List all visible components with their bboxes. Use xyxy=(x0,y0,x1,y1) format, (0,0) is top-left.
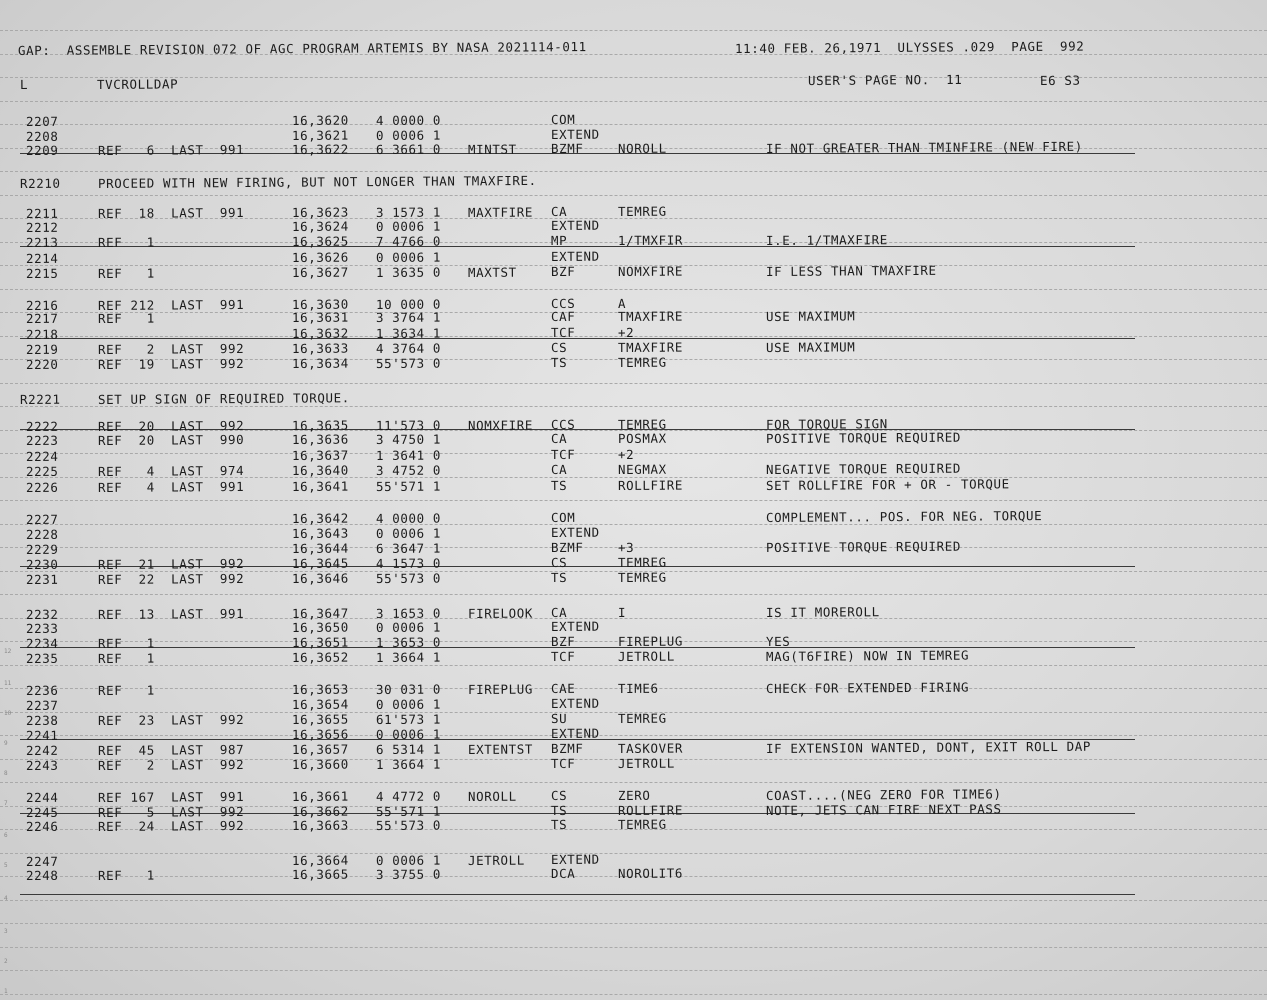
line-label: FIRELOOK xyxy=(467,605,534,621)
line-word: 1 3664 1 xyxy=(375,756,442,772)
line-ref: REF 18 LAST 991 xyxy=(97,204,245,221)
line-word: 1 3635 0 xyxy=(375,264,442,280)
ruled-line xyxy=(0,383,1267,384)
line-operand: TMAXFIRE xyxy=(617,308,684,325)
line-operand: NOROLIT6 xyxy=(617,865,684,882)
line-addr: 16,3630 xyxy=(291,296,349,313)
line-n: 2219 xyxy=(25,341,59,357)
line-word: 61'573 1 xyxy=(375,711,442,727)
margin-number: 7 xyxy=(4,800,8,807)
line-ref: PROCEED WITH NEW FIRING, BUT NOT LONGER THAN TMAXFIRE. xyxy=(97,172,537,191)
line-addr: 16,3627 xyxy=(291,264,349,281)
line-n: 2237 xyxy=(25,697,59,713)
ruled-line xyxy=(0,782,1267,783)
line-addr: 16,3626 xyxy=(291,249,349,266)
line-ref: REF 2 LAST 992 xyxy=(97,756,245,773)
line-word: 0 0006 1 xyxy=(375,852,442,868)
line-word: 6 3647 1 xyxy=(375,540,442,556)
line-comment: MAG(T6FIRE) NOW IN TEMREG xyxy=(765,647,970,664)
margin-number: 6 xyxy=(4,832,8,839)
line-op: TS xyxy=(550,817,568,833)
line-op: TS xyxy=(550,803,568,819)
line-ref: REF 1 xyxy=(97,265,155,281)
line-n: 2209 xyxy=(25,142,59,158)
line-addr: 16,3645 xyxy=(291,555,349,572)
line-op: EXTEND xyxy=(550,725,600,742)
line-comment: POSITIVE TORQUE REQUIRED xyxy=(765,429,962,446)
line-addr: 16,3634 xyxy=(291,355,349,372)
line-op: CA xyxy=(550,605,568,621)
line-ref: REF 5 LAST 992 xyxy=(97,803,245,820)
line-word: 0 0006 1 xyxy=(375,726,442,742)
line-word: 3 3764 1 xyxy=(375,309,442,325)
line-operand: NEGMAX xyxy=(617,461,667,478)
line-ref: REF 212 LAST 991 xyxy=(97,296,245,313)
line-word: 11'573 0 xyxy=(375,417,442,433)
line-ref: REF 19 LAST 992 xyxy=(97,355,245,372)
line-op: CS xyxy=(550,788,568,804)
line-addr: 16,3661 xyxy=(291,788,349,805)
line-op: CS xyxy=(550,555,568,571)
line-n: 2234 xyxy=(25,635,59,651)
line-addr: 16,3636 xyxy=(291,431,349,448)
line-operand: +3 xyxy=(617,539,635,556)
margin-number: 2 xyxy=(4,958,8,965)
line-word: 1 3664 1 xyxy=(375,649,442,665)
line-ref: REF 20 LAST 992 xyxy=(97,417,245,434)
listing-title: GAP: ASSEMBLE REVISION 072 OF AGC PROGRAM ARTEMIS BY NASA 2021114-011 xyxy=(17,39,587,58)
line-ref: REF 1 xyxy=(97,310,155,326)
ruled-line xyxy=(0,500,1267,501)
line-addr: 16,3641 xyxy=(291,478,349,495)
listing-timestamp: 11:40 FEB. 26,1971 ULYSSES .029 PAGE 992 xyxy=(734,38,1085,56)
line-op: TS xyxy=(550,478,568,494)
line-n: 2216 xyxy=(25,297,59,313)
line-ref: REF 22 LAST 992 xyxy=(97,570,245,587)
line-n: 2230 xyxy=(25,556,59,572)
line-word: 7 4766 0 xyxy=(375,233,442,249)
line-addr: 16,3622 xyxy=(291,141,349,158)
line-n: 2231 xyxy=(25,571,59,587)
line-n: 2213 xyxy=(25,234,59,250)
line-n: 2225 xyxy=(25,463,59,479)
line-operand: TMAXFIRE xyxy=(617,339,684,356)
ruled-line xyxy=(0,30,1267,31)
line-comment: USE MAXIMUM xyxy=(765,307,856,324)
margin-number: 1 xyxy=(4,988,8,995)
line-operand: 1/TMXFIR xyxy=(617,232,684,249)
line-operand: POSMAX xyxy=(617,430,667,447)
line-addr: 16,3644 xyxy=(291,540,349,557)
line-ref: REF 6 LAST 991 xyxy=(97,141,245,158)
line-operand: I xyxy=(617,604,627,621)
line-n: 2245 xyxy=(25,804,59,820)
line-word: 1 3653 0 xyxy=(375,634,442,650)
line-ref: REF 1 xyxy=(97,682,155,698)
line-comment: SET ROLLFIRE FOR + OR - TORQUE xyxy=(765,475,1010,493)
ruled-line xyxy=(0,994,1267,995)
line-word: 4 4772 0 xyxy=(375,788,442,804)
line-operand: TEMREG xyxy=(617,203,667,220)
line-word: 1 3641 0 xyxy=(375,447,442,463)
line-op: SU xyxy=(550,711,568,727)
line-word: 6 3661 0 xyxy=(375,141,442,157)
line-addr: 16,3656 xyxy=(291,726,349,743)
ruled-line xyxy=(0,900,1267,901)
line-ref: REF 4 LAST 991 xyxy=(97,478,245,495)
line-op: BZF xyxy=(550,634,576,650)
line-n: 2220 xyxy=(25,356,59,372)
line-word: 4 0000 0 xyxy=(375,510,442,526)
line-operand: TASKOVER xyxy=(617,740,684,757)
line-operand: ROLLFIRE xyxy=(617,802,684,819)
line-n: 2242 xyxy=(25,742,59,758)
underline-rule xyxy=(20,246,1135,247)
line-addr: 16,3623 xyxy=(291,204,349,221)
line-operand: TEMREG xyxy=(617,354,667,371)
line-operand: TEMREG xyxy=(617,569,667,586)
line-ref: SET UP SIGN OF REQUIRED TORQUE. xyxy=(97,389,350,407)
line-word: 0 0006 1 xyxy=(375,218,442,234)
ruled-line xyxy=(0,171,1267,172)
line-operand: JETROLL xyxy=(617,755,675,772)
margin-number: 8 xyxy=(4,770,8,777)
ruled-line xyxy=(0,665,1267,666)
line-word: 0 0006 1 xyxy=(375,249,442,265)
line-ref: REF 1 xyxy=(97,635,155,651)
line-comment: CHECK FOR EXTENDED FIRING xyxy=(765,679,970,696)
line-operand: TEMREG xyxy=(617,554,667,571)
line-word: 55'573 0 xyxy=(375,570,442,586)
line-op: EXTEND xyxy=(550,618,600,635)
line-op: MP xyxy=(550,233,568,249)
line-label: MAXTST xyxy=(467,264,517,280)
line-comment: USE MAXIMUM xyxy=(765,338,856,355)
line-op: CA xyxy=(550,431,568,447)
line-label: NOROLL xyxy=(467,788,517,804)
ruled-line xyxy=(0,524,1267,525)
line-addr: 16,3654 xyxy=(291,696,349,713)
line-ref: REF 45 LAST 987 xyxy=(97,741,245,758)
line-label: EXTENTST xyxy=(467,741,534,757)
line-addr: 16,3625 xyxy=(291,233,349,250)
line-n: 2247 xyxy=(25,853,59,869)
line-comment: COMPLEMENT... POS. FOR NEG. TORQUE xyxy=(765,507,1043,525)
line-n: 2223 xyxy=(25,432,59,448)
line-addr: 16,3621 xyxy=(291,127,349,144)
line-operand: TEMREG xyxy=(617,416,667,433)
line-word: 0 0006 1 xyxy=(375,127,442,143)
line-comment: IF EXTENSION WANTED, DONT, EXIT ROLL DAP xyxy=(765,738,1092,756)
margin-number: 5 xyxy=(4,862,8,869)
line-n: R2221 xyxy=(19,391,61,407)
ruled-line xyxy=(0,853,1267,854)
margin-number: 3 xyxy=(4,928,8,935)
line-word: 4 1573 0 xyxy=(375,555,442,571)
ruled-line xyxy=(0,923,1267,924)
section-name: TVCROLLDAP xyxy=(96,76,179,92)
line-operand: FIREPLUG xyxy=(617,633,684,650)
line-addr: 16,3657 xyxy=(291,741,349,758)
line-ref: REF 1 xyxy=(97,650,155,666)
underline-rule xyxy=(20,894,1135,895)
line-op: TCF xyxy=(550,447,576,463)
line-n: 2214 xyxy=(25,250,59,266)
line-operand: NOMXFIRE xyxy=(617,263,684,280)
line-word: 3 1653 0 xyxy=(375,605,442,621)
line-n: 2236 xyxy=(25,682,59,698)
line-addr: 16,3620 xyxy=(291,112,349,129)
line-ref: REF 1 xyxy=(97,234,155,250)
line-n: 2207 xyxy=(25,113,59,129)
line-n: 2218 xyxy=(25,326,59,342)
line-word: 3 4752 0 xyxy=(375,462,442,478)
line-ref: REF 1 xyxy=(97,867,155,883)
ruled-line xyxy=(0,735,1267,736)
line-op: EXTEND xyxy=(550,851,600,868)
line-op: COM xyxy=(550,112,576,128)
line-comment: IS IT MOREROLL xyxy=(765,603,880,620)
line-ref: REF 4 LAST 974 xyxy=(97,462,245,479)
line-operand: TEMREG xyxy=(617,710,667,727)
line-n: 2208 xyxy=(25,128,59,144)
line-n: 2227 xyxy=(25,511,59,527)
line-word: 3 4750 1 xyxy=(375,431,442,447)
line-op: EXTEND xyxy=(550,524,600,541)
line-addr: 16,3660 xyxy=(291,756,349,773)
line-ref: REF 2 LAST 992 xyxy=(97,340,245,357)
line-word: 4 0000 0 xyxy=(375,112,442,128)
line-ref: REF 24 LAST 992 xyxy=(97,817,245,834)
line-word: 55'571 1 xyxy=(375,478,442,494)
line-comment: FOR TORQUE SIGN xyxy=(765,415,888,432)
line-word: 55'571 1 xyxy=(375,803,442,819)
line-operand: +2 xyxy=(617,446,635,463)
line-n: 2232 xyxy=(25,606,59,622)
line-word: 0 0006 1 xyxy=(375,525,442,541)
line-op: CAE xyxy=(550,681,576,697)
line-label: FIREPLUG xyxy=(467,681,534,697)
line-op: CA xyxy=(550,204,568,220)
line-word: 0 0006 1 xyxy=(375,696,442,712)
line-addr: 16,3635 xyxy=(291,417,349,434)
line-op: EXTEND xyxy=(550,248,600,265)
line-word: 3 3755 0 xyxy=(375,866,442,882)
line-addr: 16,3646 xyxy=(291,570,349,587)
line-label: MAXTFIRE xyxy=(467,204,534,220)
ruled-line xyxy=(0,289,1267,290)
line-op: EXTEND xyxy=(550,695,600,712)
margin-number: 12 xyxy=(4,648,12,655)
line-addr: 16,3663 xyxy=(291,817,349,834)
line-addr: 16,3651 xyxy=(291,634,349,651)
page-code: E6 S3 xyxy=(1039,72,1081,88)
line-addr: 16,3647 xyxy=(291,605,349,622)
line-n: 2235 xyxy=(25,650,59,666)
line-op: CA xyxy=(550,462,568,478)
line-n: R2210 xyxy=(19,175,61,191)
ruled-line xyxy=(0,101,1267,102)
line-operand: +2 xyxy=(617,324,635,341)
line-op: BZMF xyxy=(550,540,584,556)
line-addr: 16,3664 xyxy=(291,852,349,869)
line-n: 2238 xyxy=(25,712,59,728)
line-operand: A xyxy=(617,295,627,312)
line-addr: 16,3650 xyxy=(291,619,349,636)
line-ref: REF 21 LAST 992 xyxy=(97,555,245,572)
line-addr: 16,3637 xyxy=(291,447,349,464)
line-word: 6 5314 1 xyxy=(375,741,442,757)
line-ref: REF 20 LAST 990 xyxy=(97,431,245,448)
line-n: 2248 xyxy=(25,867,59,883)
line-addr: 16,3632 xyxy=(291,325,349,342)
line-word: 30 031 0 xyxy=(375,681,442,697)
line-operand: TIME6 xyxy=(617,680,659,697)
ruled-line xyxy=(0,195,1267,196)
ruled-line xyxy=(0,594,1267,595)
line-label: MINTST xyxy=(467,141,517,157)
line-addr: 16,3665 xyxy=(291,866,349,883)
line-operand: ZERO xyxy=(617,787,651,804)
line-n: 2243 xyxy=(25,757,59,773)
line-n: 2241 xyxy=(25,727,59,743)
line-word: 3 1573 1 xyxy=(375,204,442,220)
margin-number: 4 xyxy=(4,895,8,902)
margin-number: 9 xyxy=(4,740,8,747)
line-op: CS xyxy=(550,340,568,356)
line-op: BZF xyxy=(550,264,576,280)
line-n: 2212 xyxy=(25,219,59,235)
ruled-line xyxy=(0,970,1267,971)
line-op: BZMF xyxy=(550,141,584,157)
line-addr: 16,3652 xyxy=(291,649,349,666)
line-comment: NOTE, JETS CAN FIRE NEXT PASS xyxy=(765,800,1002,818)
ruled-line xyxy=(0,947,1267,948)
line-addr: 16,3633 xyxy=(291,340,349,357)
line-ref: REF 23 LAST 992 xyxy=(97,711,245,728)
line-comment: YES xyxy=(765,633,791,649)
line-label: NOMXFIRE xyxy=(467,417,534,433)
line-word: 10 000 0 xyxy=(375,296,442,312)
line-op: COM xyxy=(550,510,576,526)
line-n: 2211 xyxy=(25,205,59,221)
line-n: 2222 xyxy=(25,418,59,434)
line-op: TCF xyxy=(550,756,576,772)
line-n: 2226 xyxy=(25,479,59,495)
line-addr: 16,3624 xyxy=(291,218,349,235)
listing-flag: L xyxy=(19,76,29,92)
line-operand: TEMREG xyxy=(617,816,667,833)
line-operand: ROLLFIRE xyxy=(617,477,684,494)
line-op: TCF xyxy=(550,649,576,665)
line-addr: 16,3642 xyxy=(291,510,349,527)
line-n: 2233 xyxy=(25,620,59,636)
line-n: 2215 xyxy=(25,265,59,281)
line-comment: NEGATIVE TORQUE REQUIRED xyxy=(765,460,962,477)
line-n: 2244 xyxy=(25,789,59,805)
line-addr: 16,3640 xyxy=(291,462,349,479)
line-addr: 16,3631 xyxy=(291,309,349,326)
line-addr: 16,3662 xyxy=(291,803,349,820)
line-n: 2228 xyxy=(25,526,59,542)
line-label: JETROLL xyxy=(467,852,525,868)
line-addr: 16,3653 xyxy=(291,681,349,698)
line-n: 2246 xyxy=(25,818,59,834)
ruled-line xyxy=(0,124,1267,125)
line-ref: REF 167 LAST 991 xyxy=(97,788,245,805)
line-op: TS xyxy=(550,570,568,586)
line-op: TCF xyxy=(550,325,576,341)
line-comment: POSITIVE TORQUE REQUIRED xyxy=(765,538,962,555)
user-page-number: USER'S PAGE NO. 11 xyxy=(807,71,963,88)
line-comment: IF NOT GREATER THAN TMINFIRE (NEW FIRE) xyxy=(765,138,1083,156)
line-ref: REF 13 LAST 991 xyxy=(97,605,245,622)
line-word: 55'573 0 xyxy=(375,817,442,833)
line-addr: 16,3655 xyxy=(291,711,349,728)
line-word: 1 3634 1 xyxy=(375,325,442,341)
line-n: 2217 xyxy=(25,310,59,326)
line-n: 2224 xyxy=(25,448,59,464)
line-op: BZMF xyxy=(550,741,584,757)
line-op: EXTEND xyxy=(550,217,600,234)
line-word: 4 3764 0 xyxy=(375,340,442,356)
line-op: EXTEND xyxy=(550,126,600,143)
line-operand: JETROLL xyxy=(617,648,675,665)
line-n: 2229 xyxy=(25,541,59,557)
line-op: CCS xyxy=(550,417,576,433)
line-word: 55'573 0 xyxy=(375,355,442,371)
line-comment: IF LESS THAN TMAXFIRE xyxy=(765,262,937,279)
line-word: 0 0006 1 xyxy=(375,619,442,635)
line-comment: I.E. 1/TMAXFIRE xyxy=(765,231,888,248)
line-op: TS xyxy=(550,355,568,371)
margin-number: 11 xyxy=(4,680,12,687)
line-operand: NOROLL xyxy=(617,140,667,157)
underline-rule xyxy=(20,338,1135,339)
line-comment: COAST....(NEG ZERO FOR TIME6) xyxy=(765,785,1002,803)
line-op: CAF xyxy=(550,309,576,325)
line-addr: 16,3643 xyxy=(291,525,349,542)
margin-number: 10 xyxy=(4,710,12,717)
line-op: CCS xyxy=(550,296,576,312)
line-op: DCA xyxy=(550,866,576,882)
